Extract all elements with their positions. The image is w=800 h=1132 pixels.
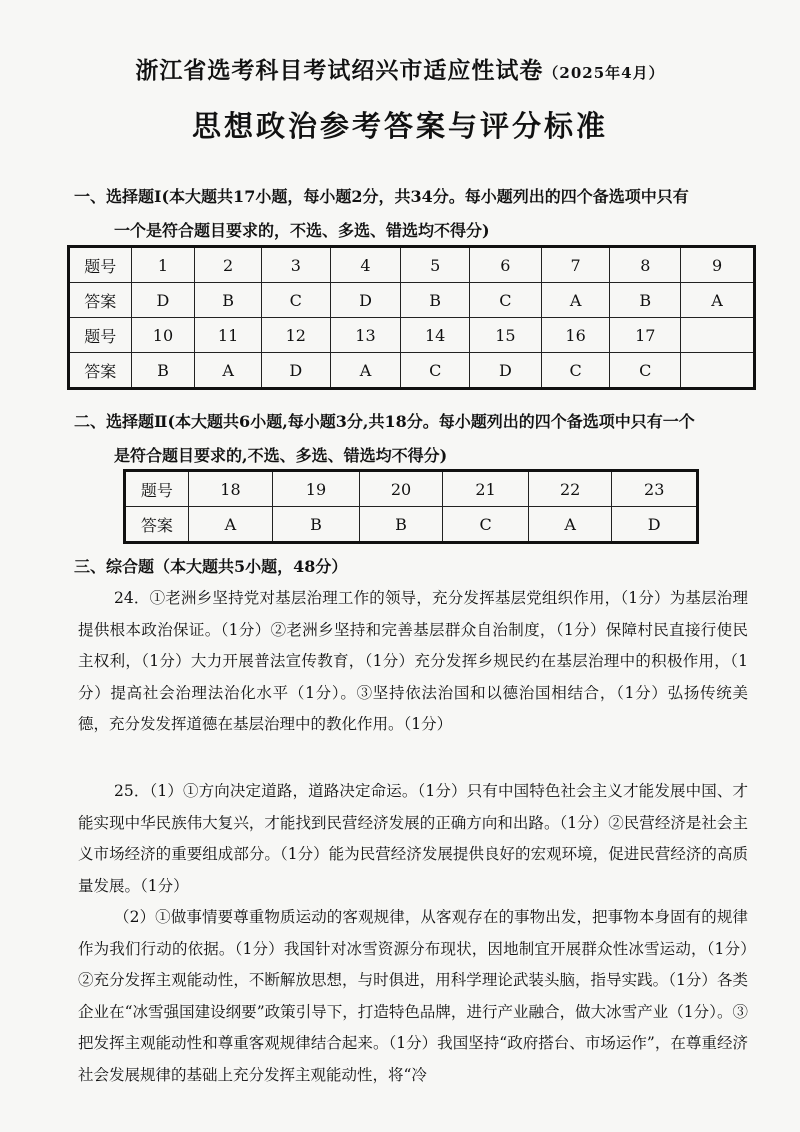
page-subtitle: 思想政治参考答案与评分标准: [191, 109, 608, 143]
section2-line2: 是符合题目要求的,不选、多选、错选均不得分): [114, 446, 448, 465]
table-cell: 15: [470, 318, 542, 353]
table-cell: 13: [330, 318, 401, 353]
row-label: 答案: [125, 507, 189, 543]
answer-row: [69, 283, 755, 318]
table-cell: 5: [401, 247, 470, 283]
table-cell: A: [541, 283, 610, 318]
answer-table-2: [123, 469, 699, 544]
table-cell: A: [681, 283, 755, 318]
title-date: （2025年4月）: [543, 64, 665, 82]
table-cell: C: [541, 353, 610, 389]
table-cell: 9: [681, 247, 755, 283]
table-cell: [681, 353, 755, 389]
table-cell: D: [470, 353, 542, 389]
table-cell: 10: [131, 318, 195, 353]
table-cell: A: [528, 507, 612, 543]
answer-24: [78, 583, 748, 741]
table-cell: D: [612, 507, 698, 543]
table-cell: B: [359, 507, 443, 543]
table-cell: A: [330, 353, 401, 389]
table-cell: 21: [443, 471, 529, 507]
table-cell: A: [195, 353, 262, 389]
table-cell: C: [610, 353, 681, 389]
table-cell: B: [610, 283, 681, 318]
table-cell: 14: [401, 318, 470, 353]
table-cell: D: [261, 353, 330, 389]
answer-25: [78, 776, 748, 1091]
table-cell: 8: [610, 247, 681, 283]
table-cell: 6: [470, 247, 542, 283]
section2-heading: [74, 405, 754, 473]
question-number-row: [69, 318, 755, 353]
table-cell: 16: [541, 318, 610, 353]
table-cell: 19: [273, 471, 360, 507]
table-cell: D: [131, 283, 195, 318]
table-cell: B: [401, 283, 470, 318]
table-cell: 12: [261, 318, 330, 353]
table-cell: 22: [528, 471, 612, 507]
table-cell: C: [261, 283, 330, 318]
table-cell: 17: [610, 318, 681, 353]
answer-25-part2: （2）①做事情要尊重物质运动的客观规律，从客观存在的事物出发，把事物本身固有的规律作为我们行动的依据。（1分）我国针对冰雪资源分布现状，因地制宜开展群众性冰雪运动，（1分）②充分发挥主观能动性，不断解放思想，与时俱进，用科学理论武装头脑，指导实践。（1分）各类企业在“冰雪强国建设纲要”政策引导下，打造特色品牌，进行产业融合，做大冰雪产业（1分）。③把发挥主观能动性和尊重客观规律结合起来。（1分）我国坚持“政府搭台、市场运作”，在尊重经济社会发展规律的基础上充分发挥主观能动性，将“冷: [78, 908, 748, 1084]
table-cell: C: [470, 283, 542, 318]
table-cell: 3: [261, 247, 330, 283]
section1-heading: [74, 180, 754, 248]
table-cell: 7: [541, 247, 610, 283]
table-cell: A: [188, 507, 273, 543]
table-cell: C: [443, 507, 529, 543]
table-cell: 11: [195, 318, 262, 353]
section2-line1: 二、选择题Ⅱ(本大题共6小题,每小题3分,共18分。每小题列出的四个备选项中只有一个: [74, 412, 695, 431]
table-cell: 23: [612, 471, 698, 507]
answer-row: [69, 353, 755, 389]
section1-line1: 一、选择题Ⅰ(本大题共17小题，每小题2分，共34分。每小题列出的四个备选项中只有: [74, 187, 689, 206]
table-cell: 2: [195, 247, 262, 283]
table-cell: [681, 318, 755, 353]
table-cell: B: [131, 353, 195, 389]
section1-line2: 一个是符合题目要求的，不选、多选、错选均不得分): [114, 221, 490, 240]
answer-24-text: 24．①老洲乡坚持党对基层治理工作的领导，充分发挥基层党组织作用，（1分）为基层治理提供根本政治保证。（1分）②老洲乡坚持和完善基层群众自治制度，（1分）保障村民直接行使民主权利，（1分）大力开展普法宣传教育，（1分）充分发挥乡规民约在基层治理中的积极作用，（1分）提高社会治理法治化水平（1分）。③坚持依法治国和以德治国相结合，（1分）弘扬传统美德，充分发发挥道德在基层治理中的教化作用。（1分）: [78, 589, 748, 733]
table-cell: B: [195, 283, 262, 318]
table-cell: D: [330, 283, 401, 318]
answer-25-part1: 25．（1）①方向决定道路，道路决定命运。（1分）只有中国特色社会主义才能发展中国、才能实现中华民族伟大复兴，才能找到民营经济发展的正确方向和出路。（1分）②民营经济是社会主义市场经济的重要组成部分。（1分）能为民营经济发展提供良好的宏观环境，促进民营经济的高质量发展。（1分）: [78, 782, 748, 895]
question-number-row: [125, 471, 698, 507]
row-label: 题号: [69, 318, 132, 353]
table-cell: 1: [131, 247, 195, 283]
answer-table-1: [67, 245, 756, 390]
table-cell: C: [401, 353, 470, 389]
table-cell: 18: [188, 471, 273, 507]
question-number-row: [69, 247, 755, 283]
row-label: 题号: [69, 247, 132, 283]
table-cell: 20: [359, 471, 443, 507]
answer-row: [125, 507, 698, 543]
row-label: 题号: [125, 471, 189, 507]
title-text: 浙江省选考科目考试绍兴市适应性试卷: [135, 57, 544, 84]
row-label: 答案: [69, 353, 132, 389]
row-label: 答案: [69, 283, 132, 318]
exam-title: [0, 52, 800, 85]
section3-heading: 三、综合题（本大题共5小题，48分）: [74, 557, 348, 576]
table-cell: B: [273, 507, 360, 543]
table-cell: 4: [330, 247, 401, 283]
